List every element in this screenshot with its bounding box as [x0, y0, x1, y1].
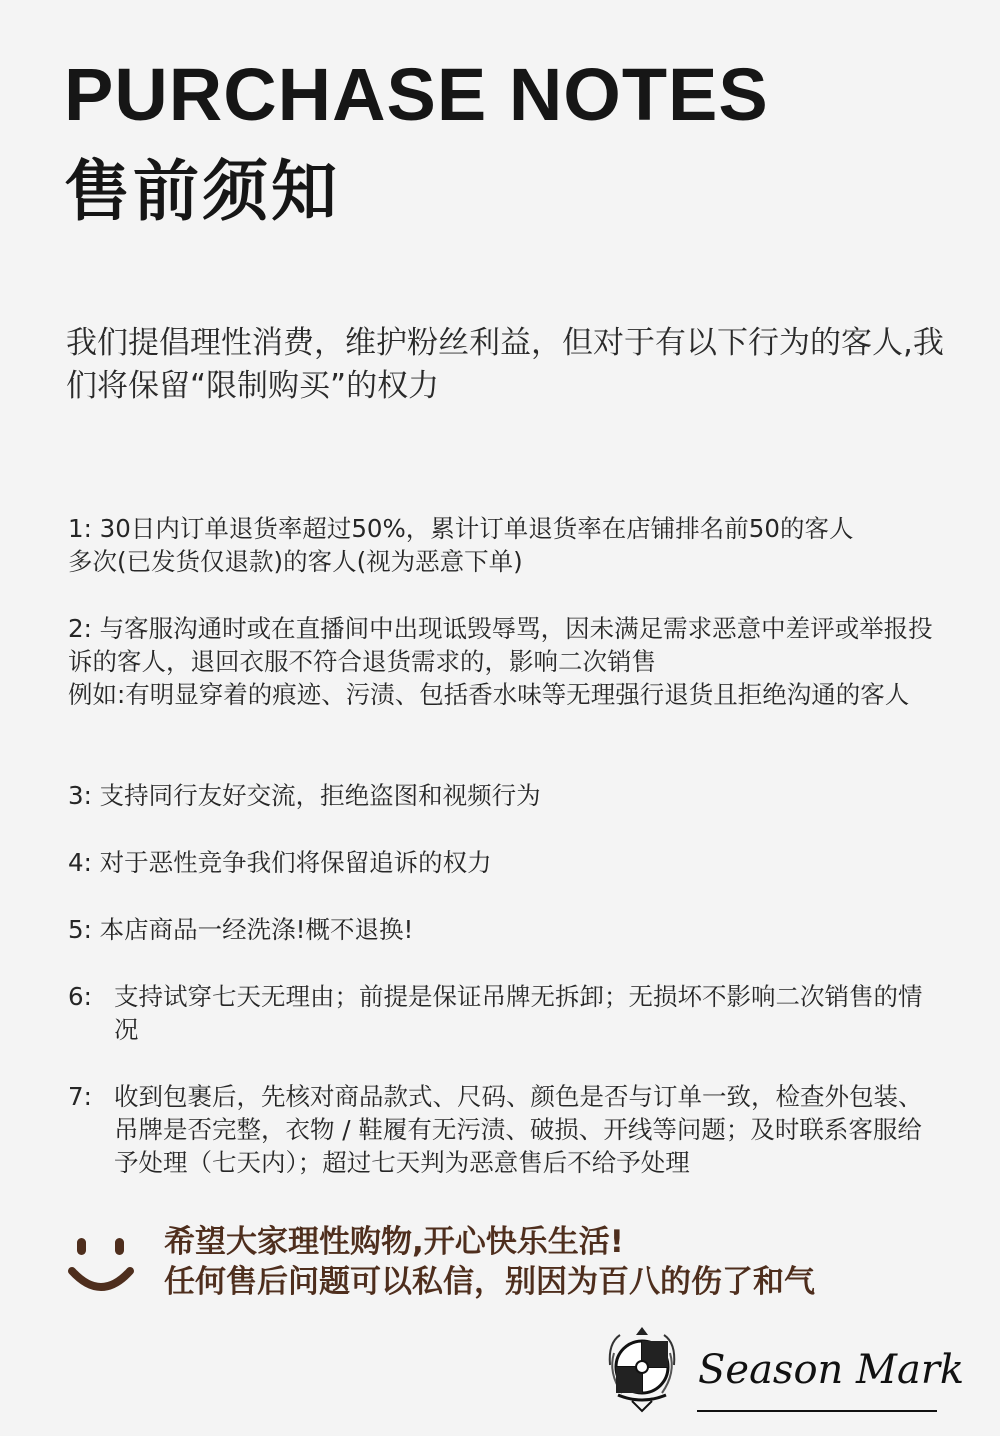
heraldic-crest-icon [602, 1323, 682, 1415]
brand-signature: Season Mark [698, 1347, 965, 1393]
rule-item-4 [68, 846, 938, 879]
rule-number: 6: [68, 982, 92, 1011]
closing-line-1: 希望大家理性购物,开心快乐生活! [164, 1224, 624, 1260]
rule-text: 多次(已发货仅退款)的客人(视为恶意下单) [68, 547, 523, 576]
rule-item-2 [68, 612, 938, 711]
rule-number: 1: [68, 514, 92, 543]
rule-text: 支持试穿七天无理由；前提是保证吊牌无拆卸；无损坏不影响二次销售的情况 [114, 982, 923, 1044]
rule-text: 支持同行友好交流，拒绝盗图和视频行为 [99, 781, 541, 810]
rule-text: 对于恶性竞争我们将保留追诉的权力 [99, 848, 492, 877]
rule-text: 例如:有明显穿着的痕迹、污渍、包括香水味等无理强行退货且拒绝沟通的客人 [68, 680, 910, 709]
rule-number: 3: [68, 781, 92, 810]
rule-item-3 [68, 779, 938, 812]
rule-text: 本店商品一经洗涤!概不退换! [99, 915, 414, 944]
closing-line-2: 任何售后问题可以私信，别因为百八的伤了和气 [164, 1264, 815, 1300]
rule-item-5 [68, 913, 938, 946]
rule-item-1 [68, 512, 938, 578]
smiley-face-icon [68, 1233, 134, 1295]
rule-text: 与客服沟通时或在直播间中出现诋毁辱骂，因未满足需求恶意中差评或举报投诉的客人，退回衣服不符合退货需求的，影响二次销售 [68, 614, 933, 676]
closing-message [164, 1222, 964, 1302]
rule-text: 收到包裹后，先核对商品款式、尺码、颜色是否与订单一致，检查外包装、吊牌是否完整，衣物 / 鞋履有无污渍、破损、开线等问题；及时联系客服给予处理（七天内）；超过七天判为恶意售后不给予处理 [114, 1082, 923, 1177]
rule-number: 4: [68, 848, 92, 877]
page-title-chinese: 售前须知 [64, 153, 340, 230]
rule-number: 5: [68, 915, 92, 944]
rule-number: 2: [68, 614, 92, 643]
page-title-english: PURCHASE NOTES [64, 53, 769, 136]
rule-item-7 [68, 1080, 938, 1179]
rule-item-6 [68, 980, 938, 1046]
intro-paragraph: 我们提倡理性消费，维护粉丝利益，但对于有以下行为的客人,我们将保留“限制购买”的权力 [66, 325, 944, 404]
rule-number: 7: [68, 1082, 92, 1111]
rule-text: 30日内订单退货率超过50%，累计订单退货率在店铺排名前50的客人 [99, 514, 854, 543]
signature-underline [697, 1410, 937, 1412]
